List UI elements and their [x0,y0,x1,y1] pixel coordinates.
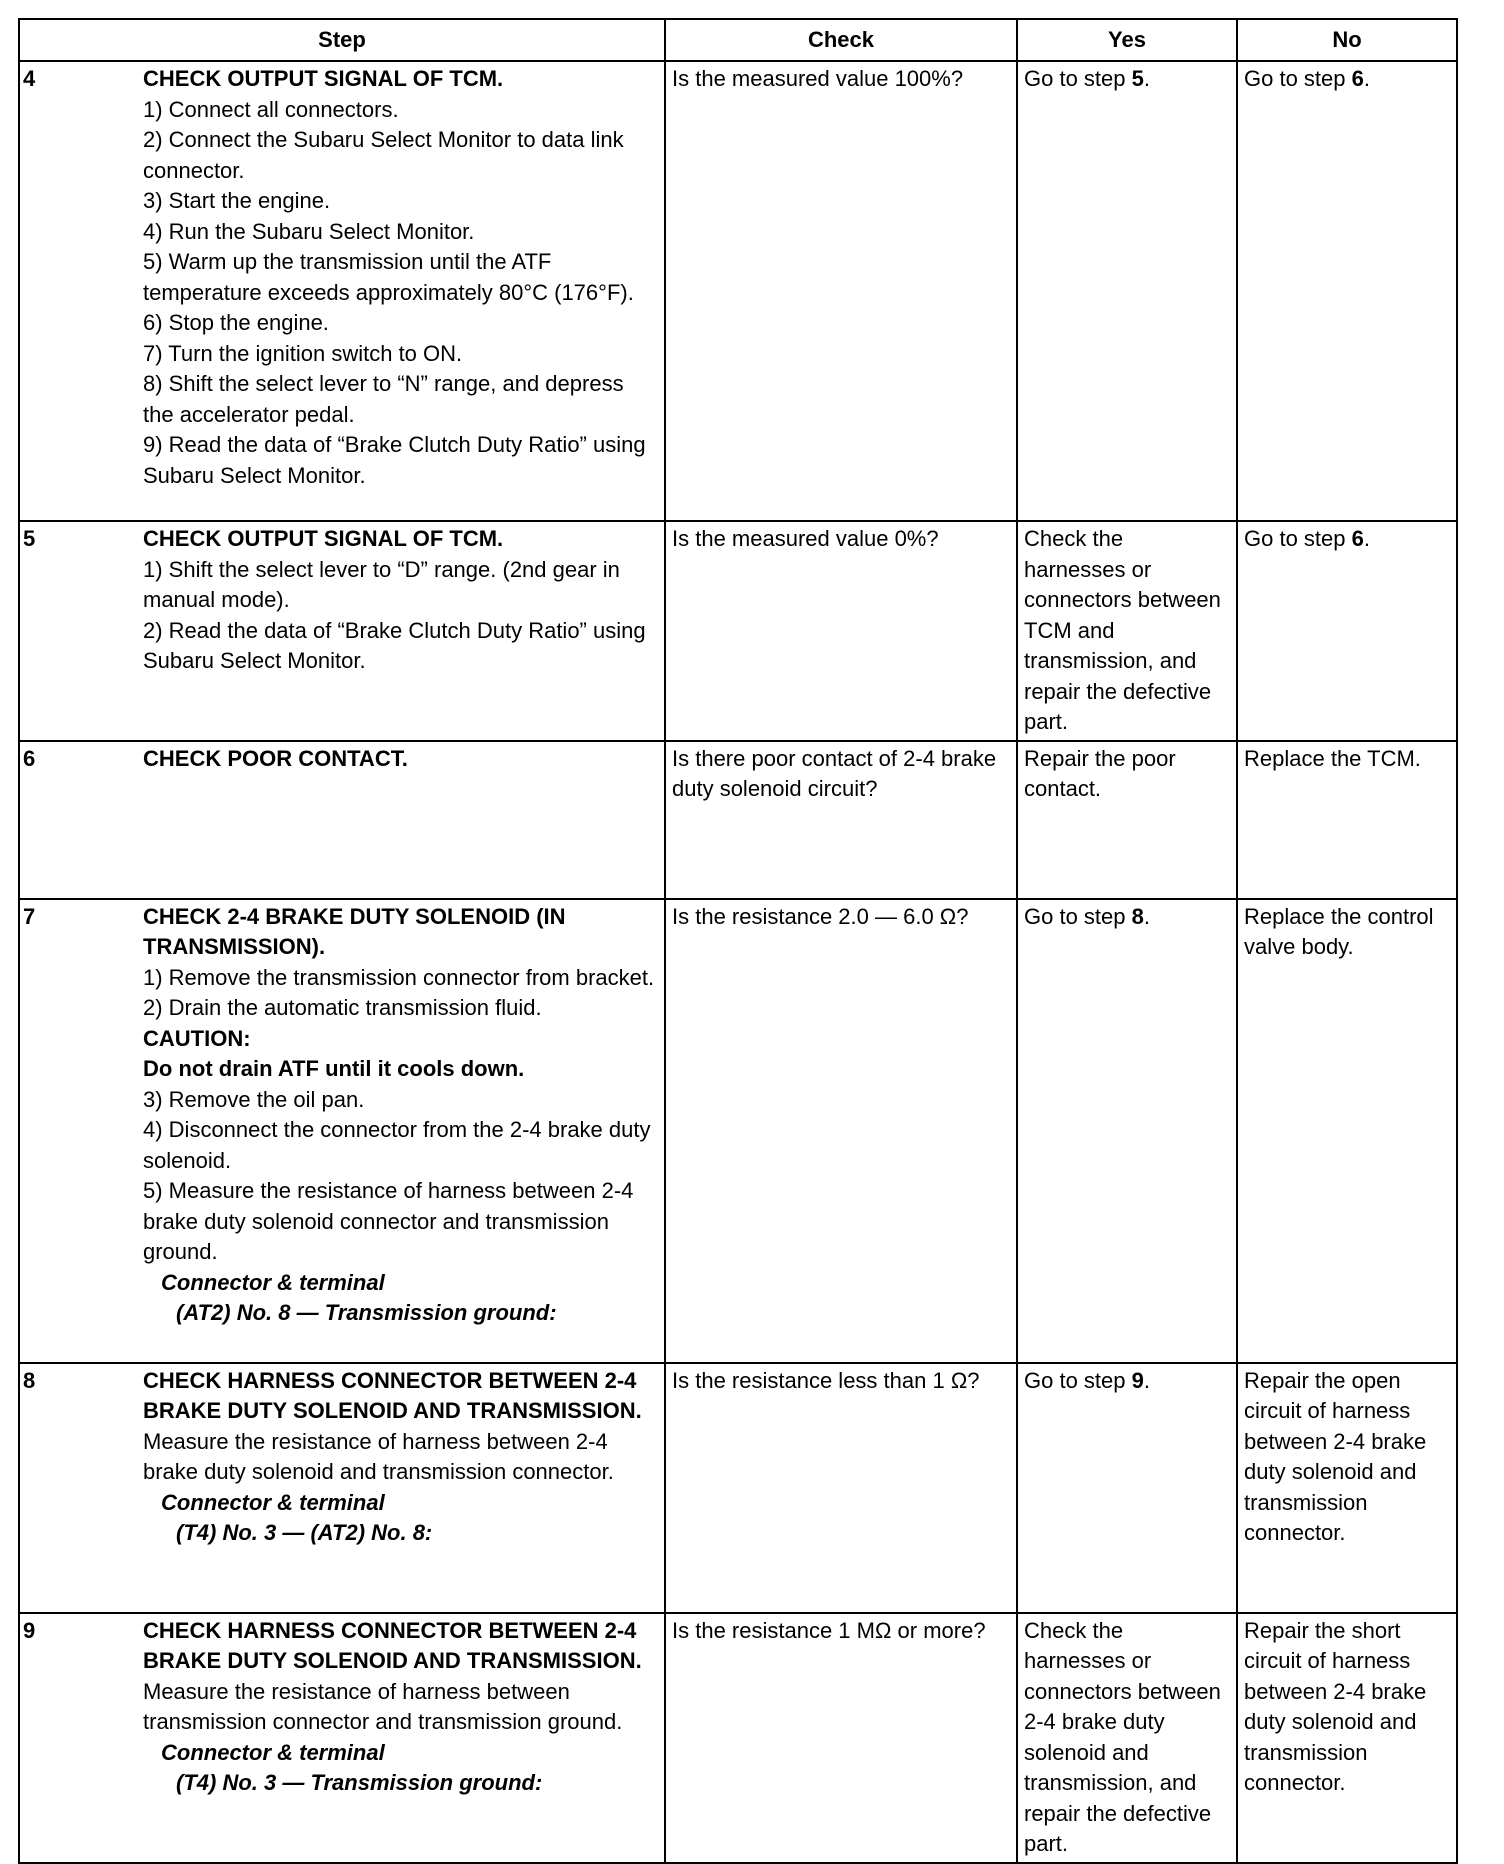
header-row [19,19,1457,61]
yes-suffix: . [1143,1367,1150,1393]
check-cell: Is the measured value 100%? [665,61,1017,521]
step-number: 7 [19,899,143,1363]
step-body: Measure the resistance of harness between transmission connector and transmission ground. [143,1678,623,1734]
step-number: 5 [19,521,143,741]
no-cell: Repair the open circuit of harness between 2-4 brake duty solenoid and transmission connector. [1237,1363,1457,1613]
no-step: 6 [1351,526,1364,551]
check-cell: Is the measured value 0%? [665,521,1017,741]
step-cell [143,741,665,899]
step-title: CHECK OUTPUT SIGNAL OF TCM. [143,66,504,91]
step-line: 2) Connect the Subaru Select Monitor to data link connector. [143,127,624,183]
yes-cell: Check the harnesses or connectors between TCM and transmission, and repair the defective part. [1017,521,1237,741]
no-step: 6 [1351,66,1364,91]
step-title: CHECK HARNESS CONNECTOR BETWEEN 2-4 BRAKE DUTY SOLENOID AND TRANSMISSION. [143,1617,642,1673]
step-line: 4) Disconnect the connector from the 2-4 brake duty solenoid. [143,1117,651,1173]
step-line: 5) Warm up the transmission until the ATF temperature exceeds approximately 80°C (176°F). [143,249,634,305]
header-yes: Yes [1017,19,1237,61]
yes-suffix: . [1143,66,1150,91]
step-line: 2) Read the data of “Brake Clutch Duty Ratio” using Subaru Select Monitor. [143,617,646,673]
step-line: 4) Run the Subaru Select Monitor. [143,218,475,244]
caution-text: Do not drain ATF until it cools down. [143,1056,525,1081]
check-cell: Is the resistance less than 1 Ω? [665,1363,1017,1613]
no-cell: Replace the TCM. [1237,741,1457,899]
no-cell [1237,521,1457,741]
header-step: Step [19,19,665,61]
no-cell [1237,61,1457,521]
table-row [19,521,1457,741]
yes-cell: Check the harnesses or connectors between 2-4 brake duty solenoid and transmission, and repair the defective part. [1017,1613,1237,1863]
step-cell [143,1613,665,1863]
step-number: 8 [19,1363,143,1613]
step-line: 3) Remove the oil pan. [143,1086,365,1112]
table-row [19,741,1457,899]
table-row [19,61,1457,521]
header-no: No [1237,19,1457,61]
step-number: 6 [19,741,143,899]
terminal-value: (AT2) No. 8 — Transmission ground: [176,1300,557,1325]
step-line: 9) Read the data of “Brake Clutch Duty Ratio” using Subaru Select Monitor. [143,432,646,488]
step-line: 7) Turn the ignition switch to ON. [143,340,463,366]
step-cell [143,61,665,521]
caution-label: CAUTION: [143,1025,251,1051]
yes-cell [1017,1363,1237,1613]
step-line: 8) Shift the select lever to “N” range, and depress the accelerator pedal. [143,371,624,427]
no-cell: Repair the short circuit of harness between 2-4 brake duty solenoid and transmission connector. [1237,1613,1457,1863]
step-cell [143,1363,665,1613]
step-title: CHECK 2-4 BRAKE DUTY SOLENOID (IN TRANSMISSION). [143,903,566,959]
check-cell: Is the resistance 1 MΩ or more? [665,1613,1017,1863]
step-cell [143,521,665,741]
terminal-label: Connector & terminal [161,1739,385,1765]
yes-cell: Repair the poor contact. [1017,741,1237,899]
step-line: 1) Shift the select lever to “D” range. (2nd gear in manual mode). [143,556,620,612]
yes-suffix: . [1143,903,1150,929]
yes-text: Go to step [1024,903,1132,929]
yes-cell [1017,61,1237,521]
yes-step: 9 [1131,1367,1144,1393]
terminal-value: (T4) No. 3 — (AT2) No. 8: [176,1520,433,1545]
yes-text: Go to step [1024,1367,1132,1393]
terminal-value: (T4) No. 3 — Transmission ground: [176,1770,543,1795]
table-row [19,899,1457,1363]
step-line: 1) Connect all connectors. [143,96,399,122]
step-title: CHECK OUTPUT SIGNAL OF TCM. [143,526,504,551]
step-line: 5) Measure the resistance of harness between 2-4 brake duty solenoid connector and transmission ground. [143,1178,634,1264]
step-line: 2) Drain the automatic transmission fluid. [143,995,542,1020]
step-line: 3) Start the engine. [143,188,331,213]
yes-text: Go to step [1024,66,1132,91]
step-line: 6) Stop the engine. [143,310,329,335]
table-row [19,1613,1457,1863]
step-title: CHECK POOR CONTACT. [143,745,408,771]
check-cell: Is there poor contact of 2-4 brake duty solenoid circuit? [665,741,1017,899]
no-suffix: . [1363,526,1370,551]
header-check: Check [665,19,1017,61]
step-line: 1) Remove the transmission connector from bracket. [143,964,655,990]
terminal-label: Connector & terminal [161,1489,385,1515]
terminal-label: Connector & terminal [161,1269,385,1295]
check-cell: Is the resistance 2.0 — 6.0 Ω? [665,899,1017,1363]
no-text: Go to step [1244,66,1352,91]
no-suffix: . [1363,66,1370,91]
no-cell: Replace the control valve body. [1237,899,1457,1363]
yes-step: 5 [1131,66,1144,91]
yes-cell [1017,899,1237,1363]
step-title: CHECK HARNESS CONNECTOR BETWEEN 2-4 BRAKE DUTY SOLENOID AND TRANSMISSION. [143,1367,642,1423]
yes-step: 8 [1131,903,1144,929]
diagnostic-table [18,18,1458,1864]
step-number: 4 [19,61,143,521]
step-body: Measure the resistance of harness between 2-4 brake duty solenoid and transmission connector. [143,1428,614,1484]
no-text: Go to step [1244,526,1352,551]
step-cell [143,899,665,1363]
table-row [19,1363,1457,1613]
step-number: 9 [19,1613,143,1863]
